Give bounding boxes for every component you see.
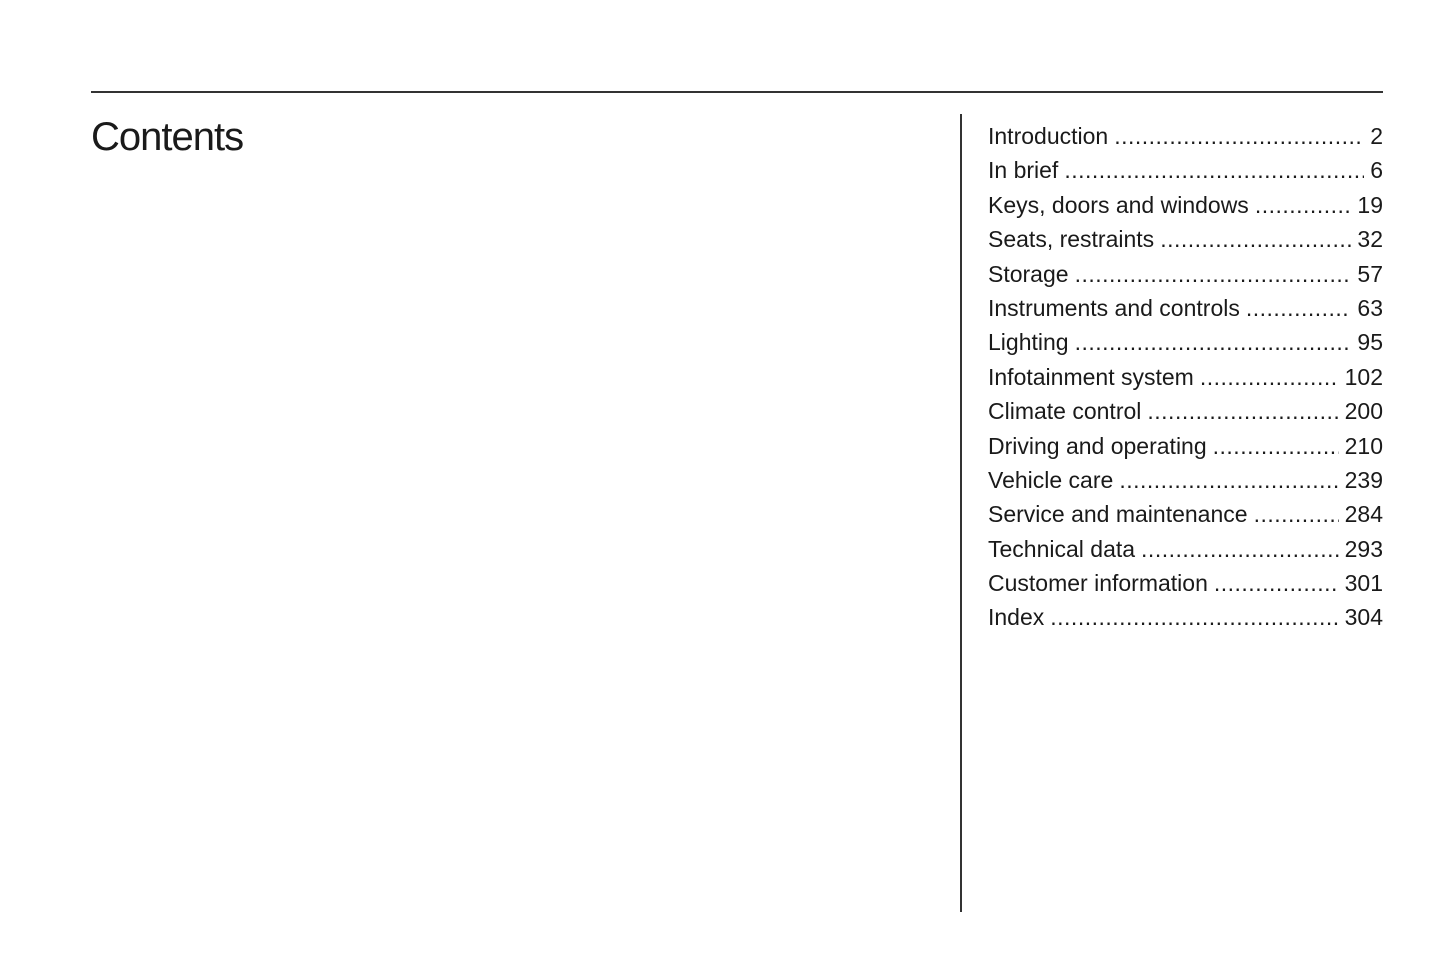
top-rule — [91, 91, 1383, 93]
toc-entry-seats-restraints[interactable] — [988, 222, 1383, 256]
toc-dot-leader — [1075, 257, 1352, 291]
toc-entry-label: Vehicle care — [988, 466, 1114, 493]
toc-entry-page: 2 — [1370, 123, 1383, 149]
toc-dot-leader — [1147, 394, 1338, 428]
toc-entry-storage[interactable] — [988, 257, 1383, 291]
toc-dot-leader — [1214, 566, 1339, 600]
toc-entry-label: Storage — [988, 260, 1069, 287]
toc-entry-lighting[interactable] — [988, 325, 1383, 359]
toc-entry-label: Driving and operating — [988, 432, 1207, 459]
toc-dot-leader — [1050, 600, 1338, 634]
toc-entry-label: Index — [988, 604, 1045, 631]
toc-entry-driving-operating[interactable] — [988, 429, 1383, 463]
toc-entry-technical-data[interactable] — [988, 532, 1383, 566]
toc-dot-leader — [1119, 463, 1338, 497]
toc-entry-vehicle-care[interactable] — [988, 463, 1383, 497]
toc-entry-label: Technical data — [988, 535, 1136, 562]
toc-entry-label: Lighting — [988, 329, 1069, 356]
toc-entry-page: 32 — [1357, 226, 1383, 253]
toc-entry-service-maintenance[interactable] — [988, 497, 1383, 531]
toc-entry-label: Keys, doors and windows — [988, 191, 1249, 218]
toc-entry-label: Instruments and controls — [988, 294, 1240, 321]
toc-entry-label: Customer information — [988, 570, 1208, 597]
toc-entry-page: 200 — [1344, 398, 1383, 425]
toc-entry-page: 19 — [1357, 191, 1383, 218]
toc-entry-page: 304 — [1344, 604, 1383, 631]
toc-dot-leader — [1114, 119, 1364, 153]
toc-entry-page: 57 — [1357, 260, 1383, 287]
toc-entry-page: 95 — [1357, 329, 1383, 356]
toc-entry-label: Climate control — [988, 398, 1142, 425]
toc-entry-label: Service and maintenance — [988, 501, 1248, 528]
toc-entry-customer-information[interactable] — [988, 566, 1383, 600]
toc-entry-keys-doors-windows[interactable] — [988, 188, 1383, 222]
toc-dot-leader — [1246, 291, 1352, 325]
column-divider — [960, 114, 962, 912]
toc-dot-leader — [1255, 188, 1352, 222]
toc-entry-page: 6 — [1370, 157, 1383, 184]
toc-dot-leader — [1064, 153, 1364, 187]
toc-entry-label: In brief — [988, 157, 1059, 184]
toc-entry-instruments-controls[interactable] — [988, 291, 1383, 325]
page-title: Contents — [91, 115, 244, 159]
toc-entry-infotainment[interactable] — [988, 360, 1383, 394]
toc-entry-page: 284 — [1344, 501, 1383, 528]
toc-dot-leader — [1141, 532, 1339, 566]
toc-entry-page: 239 — [1344, 466, 1383, 493]
toc-entry-label: Seats, restraints — [988, 226, 1155, 253]
toc-entry-climate-control[interactable] — [988, 394, 1383, 428]
toc-entry-introduction[interactable] — [988, 119, 1383, 153]
toc-entry-page: 102 — [1344, 363, 1383, 390]
toc-entry-in-brief[interactable] — [988, 153, 1383, 187]
toc-dot-leader — [1213, 429, 1339, 463]
toc-entry-page: 210 — [1344, 432, 1383, 459]
toc-entry-label: Introduction — [988, 123, 1109, 149]
toc-entry-page: 293 — [1344, 535, 1383, 562]
table-of-contents — [988, 119, 1383, 635]
toc-dot-leader — [1200, 360, 1339, 394]
toc-entry-index[interactable] — [988, 600, 1383, 634]
toc-entry-page: 301 — [1344, 570, 1383, 597]
toc-dot-leader — [1254, 497, 1339, 531]
toc-entry-page: 63 — [1357, 294, 1383, 321]
toc-dot-leader — [1075, 325, 1352, 359]
toc-entry-label: Infotainment system — [988, 363, 1194, 390]
toc-dot-leader — [1160, 222, 1351, 256]
